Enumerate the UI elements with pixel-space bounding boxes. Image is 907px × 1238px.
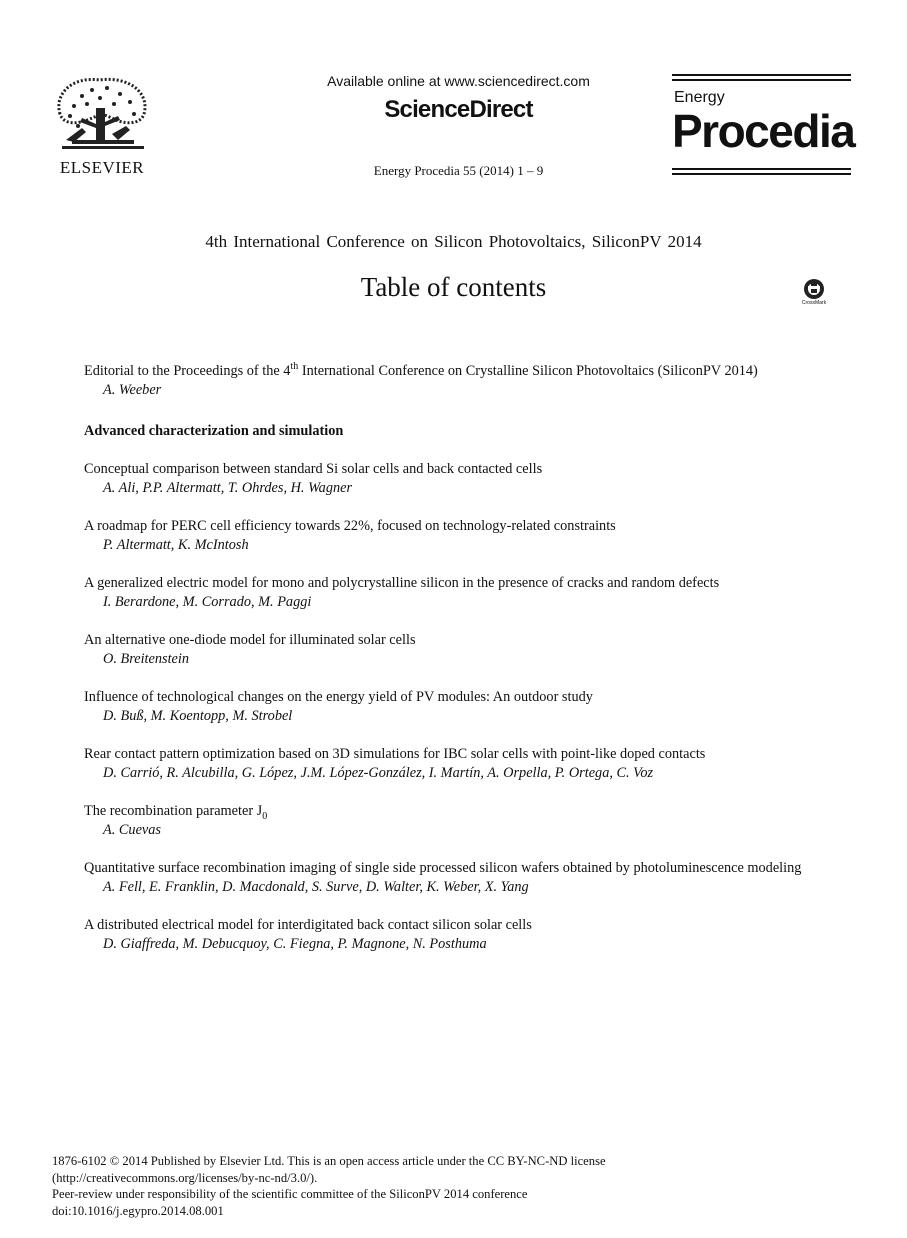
license-line: (http://creativecommons.org/licenses/by-nc-nd/3.0/). (52, 1170, 318, 1185)
superscript: th (290, 361, 299, 373)
publisher-wordmark: ELSEVIER (59, 158, 145, 177)
entry-title: An alternative one-diode model for illuminated solar cells (84, 632, 416, 648)
logo-rule-bottom (672, 168, 851, 170)
toc-entry[interactable] (84, 802, 829, 840)
toc-entry[interactable] (84, 460, 829, 498)
entry-authors: O. Breitenstein (103, 651, 190, 667)
logo-rule-top-2 (672, 79, 851, 81)
section-heading: Advanced characterization and simulation (84, 423, 344, 439)
entry-authors: A. Fell, E. Franklin, D. Macdonald, S. Surve, D. Walter, K. Weber, X. Yang (103, 879, 529, 895)
entry-title: A roadmap for PERC cell efficiency towards 22%, focused on technology-related constraints (84, 518, 616, 534)
journal-energy-label: Energy (674, 89, 725, 106)
doi-line: doi:10.1016/j.egypro.2014.08.001 (52, 1204, 224, 1219)
crossmark-icon (800, 278, 828, 300)
entry-authors: P. Altermatt, K. McIntosh (103, 537, 249, 553)
entry-authors: D. Giaffreda, M. Debucquoy, C. Fiegna, P. Magnone, N. Posthuma (103, 936, 487, 952)
entry-title: Editorial to the Proceedings of the 4th International Conference on Crystalline Silicon Photovoltaics (SiliconPV 2014) (84, 361, 758, 379)
entry-title: The recombination parameter $J_0$ (84, 803, 268, 822)
toc-entry[interactable] (84, 688, 829, 726)
toc-entry-editorial[interactable] (84, 362, 829, 400)
entry-title: Conceptual comparison between standard Si solar cells and back contacted cells (84, 461, 543, 477)
toc-list (84, 362, 829, 973)
conference-title: 4th International Conference on Silicon Photovoltaics, SiliconPV 2014 (205, 232, 702, 251)
energy-procedia-logo (672, 74, 855, 176)
entry-title: A generalized electric model for mono and polycrystalline silicon in the presence of cracks and random defects (84, 575, 720, 591)
crossmark-badge[interactable] (800, 278, 828, 308)
entry-authors: D. Carrió, R. Alcubilla, G. López, J.M. López-González, I. Martín, A. Orpella, P. Ortega, C. Voz (103, 765, 654, 781)
subscript: 0 (262, 810, 268, 822)
toc-entry[interactable] (84, 745, 829, 783)
available-online-text: Available online at www.sciencedirect.com (327, 73, 590, 89)
toc-entry[interactable] (84, 574, 829, 612)
entry-title: Quantitative surface recombination imaging of single side processed silicon wafers obtained by photoluminescence modeling (84, 860, 802, 876)
entry-title: A distributed electrical model for interdigitated back contact silicon solar cells (84, 917, 532, 933)
entry-authors: A. Weeber (103, 382, 162, 398)
footer (52, 1153, 852, 1220)
entry-authors: A. Cuevas (103, 822, 161, 838)
toc-entry[interactable] (84, 859, 829, 897)
entry-authors: D. Buß, M. Koentopp, M. Strobel (103, 708, 293, 724)
copyright-line: 1876-6102 © 2014 Published by Elsevier Ltd. This is an open access article under the CC BY-NC-ND license (52, 1154, 606, 1168)
entry-title: Rear contact pattern optimization based on 3D simulations for IBC solar cells with point-like doped contacts (84, 746, 706, 762)
entry-authors: I. Berardone, M. Corrado, M. Paggi (103, 594, 312, 610)
logo-rule-top (672, 74, 851, 76)
journal-procedia-label: Procedia (672, 105, 855, 157)
entry-authors: A. Ali, P.P. Altermatt, T. Ohrdes, H. Wagner (103, 480, 353, 496)
toc-entry[interactable] (84, 916, 829, 954)
sciencedirect-wordmark: ScienceDirect (384, 96, 533, 123)
entry-title: Influence of technological changes on the energy yield of PV modules: An outdoor study (84, 689, 593, 705)
license-link[interactable]: http://creativecommons.org/licenses/by-nc-nd/3.0/ (56, 1170, 310, 1185)
page-title: Table of contents (360, 272, 547, 302)
journal-reference: Energy Procedia 55 (2014) 1 – 9 (373, 163, 544, 178)
toc-entry[interactable] (84, 517, 829, 555)
crossmark-label: CrossMark (801, 300, 827, 306)
toc-entry[interactable] (84, 631, 829, 669)
peer-review-line: Peer-review under responsibility of the scientific committee of the SiliconPV 2014 conference (52, 1187, 528, 1202)
logo-rule-bottom-2 (672, 173, 851, 175)
